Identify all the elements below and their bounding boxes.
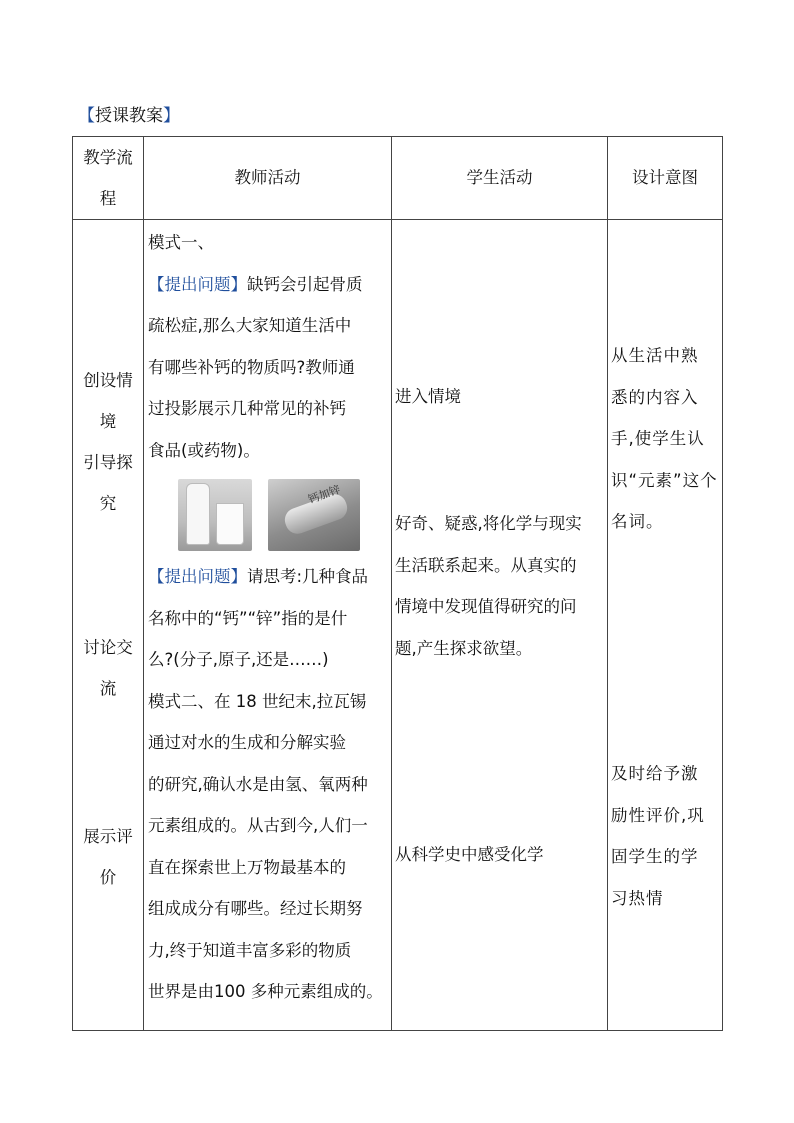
calcium-zinc-product-image — [268, 479, 360, 551]
header-flow-line: 程 — [99, 189, 117, 208]
heading-bracket-close: 】 — [163, 106, 180, 126]
header-design: 设计意图 — [608, 137, 723, 220]
stage-line: 展示评 — [83, 827, 133, 846]
section-heading — [78, 104, 180, 128]
text-line: 固学生的学 — [611, 847, 699, 866]
text-line: 名词。 — [611, 512, 664, 531]
text-line: 食品(或药物)。 — [148, 440, 260, 460]
teacher-activity — [148, 222, 392, 1013]
text-line: 励性评价,巩 — [611, 805, 705, 825]
bottle-shape — [186, 483, 210, 545]
text-line: 组成成分有哪些。经过长期努 — [148, 899, 363, 918]
stage-line: 讨论交 — [83, 638, 133, 657]
stage-line: 流 — [99, 679, 117, 698]
lesson-plan-table — [72, 136, 723, 1031]
stage-evaluate — [73, 816, 143, 898]
text-line: 力,终于知道丰富多彩的物质 — [148, 940, 352, 960]
student-cell — [392, 220, 608, 1031]
text-line: 生活联系起来。从真实的 — [395, 555, 577, 575]
text-line: 识“元素”这个 — [611, 470, 718, 490]
heading-text: 授课教案 — [95, 106, 163, 126]
text-line: 通过对水的生成和分解实验 — [148, 733, 346, 752]
text-line: 请思考:几种食品 — [247, 567, 369, 586]
product-label: 钙加锌 — [306, 482, 343, 507]
glass-shape — [216, 503, 244, 545]
text-line: 的研究,确认水是由氢、氧两种 — [148, 774, 368, 794]
heading-bracket-open: 【 — [78, 106, 95, 126]
text-line: 元素组成的。从古到今,人们一 — [148, 816, 368, 835]
header-row — [73, 137, 723, 220]
stage-discuss — [73, 627, 143, 709]
stage-line: 引导探 — [83, 453, 133, 472]
product-images — [148, 471, 392, 556]
stage-line: 境 — [99, 412, 117, 431]
text-line: 及时给予激 — [611, 764, 699, 783]
question-two — [148, 556, 392, 598]
text-line: 悉的内容入 — [611, 387, 699, 407]
student-activity-1: 进入情境 — [395, 387, 461, 406]
text-line: 好奇、疑惑,将化学与现实 — [395, 514, 582, 533]
text-line: 题,产生探求欲望。 — [395, 638, 533, 658]
text-line: 直在探索世上万物最基本的 — [148, 857, 346, 877]
header-flow-line: 教学流 — [83, 148, 133, 167]
mode-one: 模式一、 — [148, 233, 214, 252]
stage-line: 价 — [99, 868, 117, 887]
stage-line: 究 — [99, 494, 117, 513]
text-line: 情境中发现值得研究的问 — [395, 597, 577, 616]
header-teacher: 教师活动 — [144, 137, 392, 220]
text-line: 缺钙会引起骨质 — [247, 274, 363, 294]
text-line: 从生活中熟 — [611, 346, 699, 365]
stage-create — [73, 360, 143, 524]
question-tag: 【提出问题】 — [148, 567, 247, 586]
text-line: 习热情 — [611, 888, 664, 908]
flow-cell — [73, 220, 144, 1031]
text-line: 世界是由100 多种元素组成的。 — [148, 982, 383, 1001]
student-activity-2 — [395, 503, 607, 669]
header-student: 学生活动 — [392, 137, 608, 220]
text-line: 有哪些补钙的物质吗?教师通 — [148, 357, 355, 377]
design-intent-2 — [611, 753, 722, 919]
text-line: 名称中的“钙”“锌”指的是什 — [148, 608, 348, 628]
text-line: 模式二、在 18 世纪末,拉瓦锡 — [148, 691, 367, 711]
question-one — [148, 264, 392, 306]
question-tag: 【提出问题】 — [148, 274, 247, 294]
teacher-cell — [144, 220, 392, 1031]
design-intent-1 — [611, 335, 722, 543]
design-cell — [608, 220, 723, 1031]
text-line: 手,使学生认 — [611, 429, 705, 448]
stage-line: 创设情 — [83, 371, 133, 390]
body-row — [73, 220, 723, 1031]
text-line: 过投影展示几种常见的补钙 — [148, 399, 346, 418]
header-flow — [73, 137, 144, 220]
text-line: 么?(分子,原子,还是……) — [148, 650, 329, 669]
text-line: 疏松症,那么大家知道生活中 — [148, 316, 352, 335]
milk-bottle-image — [178, 479, 252, 551]
student-activity-3: 从科学史中感受化学 — [395, 845, 544, 864]
